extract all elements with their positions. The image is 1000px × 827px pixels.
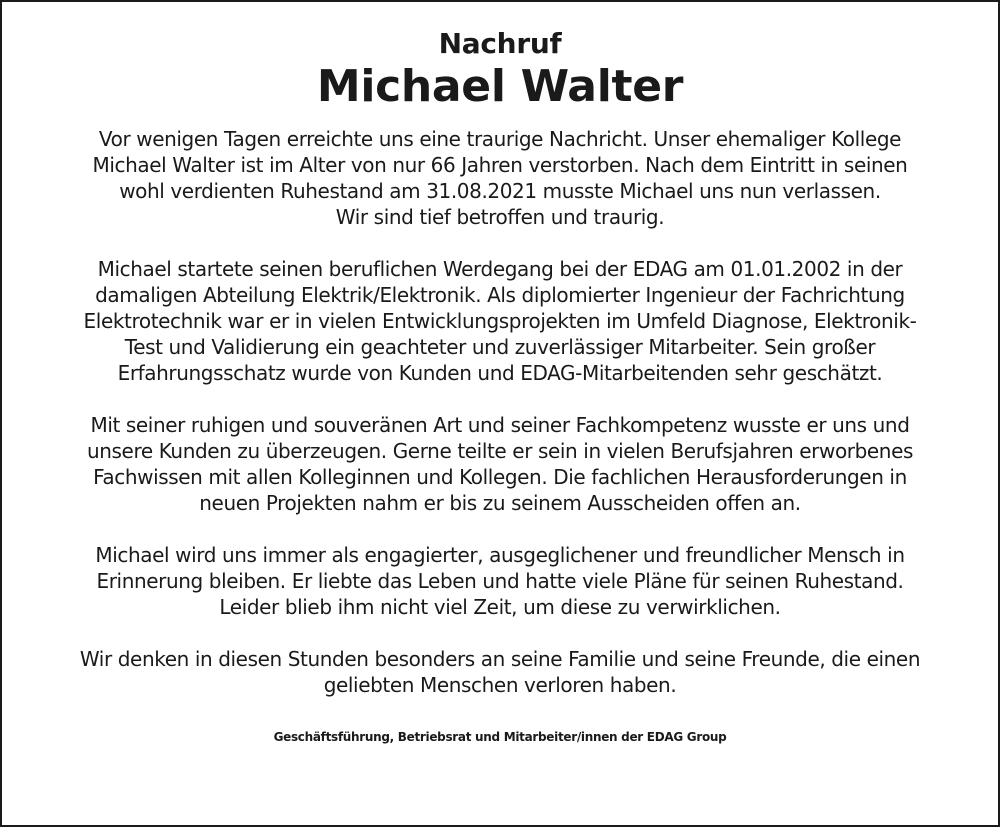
text-line: Vor wenigen Tagen erreichte uns eine traurige Nachricht. Unser ehemaliger Kollege [98,127,902,151]
paragraph-career [2,256,998,386]
text-line: Michael wird uns immer als engagierter, ausgeglichener und freundlicher Mensch in [95,543,905,567]
text-line: Wir denken in diesen Stunden besonders an seine Familie und seine Freunde, die einen [79,647,921,671]
text-line: neuen Projekten nahm er bis zu seinem Ausscheiden offen an. [199,491,801,515]
paragraph-character [2,412,998,516]
text-line: Elektrotechnik war er in vielen Entwicklungsprojekten im Umfeld Diagnose, Elektronik- [83,309,917,333]
text-line: Michael startete seinen beruflichen Werdegang bei der EDAG am 01.01.2002 in der [97,257,903,281]
signature: Geschäftsführung, Betriebsrat und Mitarbeiter/innen der EDAG Group [273,730,727,744]
text-line: Leider blieb ihm nicht viel Zeit, um diese zu verwirklichen. [219,595,781,619]
paragraph-remembrance [2,542,998,620]
text-line: Mit seiner ruhigen und souveränen Art und seiner Fachkompetenz wusste er uns und [90,413,910,437]
text-line: Erinnerung bleiben. Er liebte das Leben und hatte viele Pläne für seinen Ruhestand. [96,569,904,593]
text-line: damaligen Abteilung Elektrik/Elektronik. Als diplomierter Ingenieur der Fachrichtung [95,283,905,307]
deceased-name: Michael Walter [316,61,684,112]
text-line: geliebten Menschen verloren haben. [323,673,677,697]
text-line: unsere Kunden zu überzeugen. Gerne teilte er sein in vielen Berufsjahren erworbenes [86,439,914,463]
text-line: wohl verdienten Ruhestand am 31.08.2021 musste Michael uns nun verlassen. [119,179,881,203]
text-line: Fachwissen mit allen Kolleginnen und Kollegen. Die fachlichen Herausforderungen in [93,465,907,489]
text-line: Wir sind tief betroffen und traurig. [335,205,665,229]
text-line: Michael Walter ist im Alter von nur 66 Jahren verstorben. Nach dem Eintritt in seinen [92,153,908,177]
text-line: Test und Validierung ein geachteter und zuverlässiger Mitarbeiter. Sein großer [124,335,876,359]
paragraph-condolence [2,646,998,698]
text-line: Erfahrungsschatz wurde von Kunden und EDAG-Mitarbeitenden sehr geschätzt. [117,361,883,385]
paragraph-announcement [2,126,998,230]
notice-heading: Nachruf [438,27,562,60]
